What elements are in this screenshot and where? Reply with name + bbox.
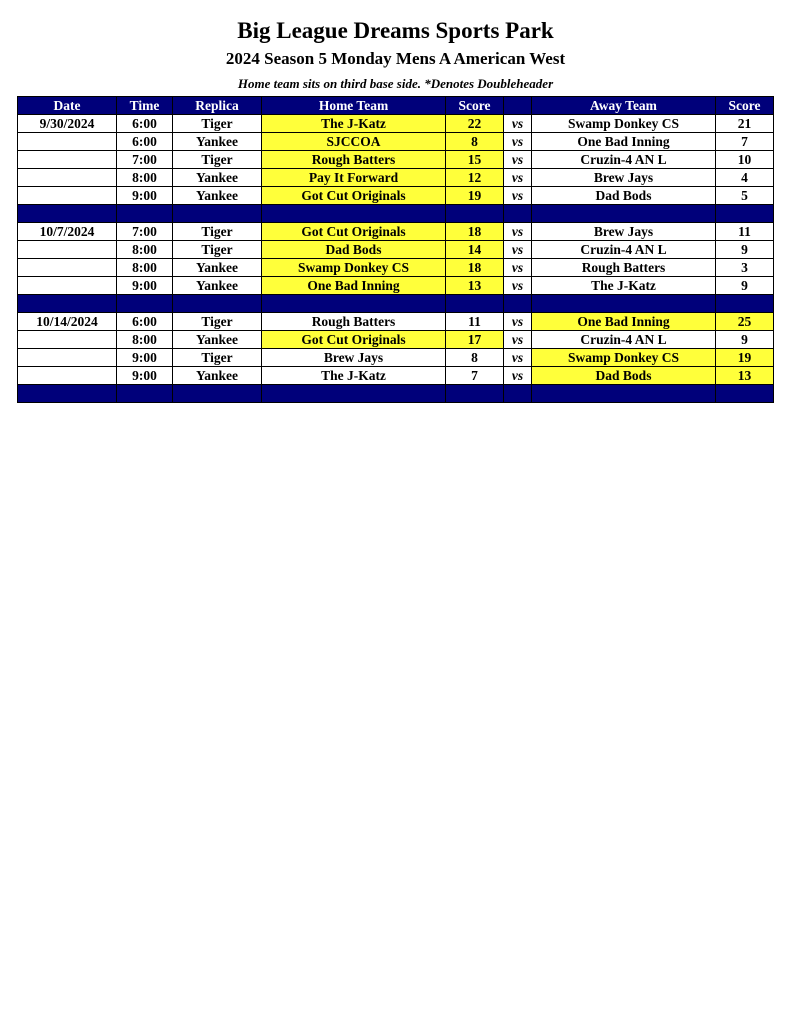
cell-date: 9/30/2024 <box>18 115 117 133</box>
cell-home-team: Got Cut Originals <box>262 223 446 241</box>
cell-away-team: Cruzin-4 AN L <box>532 241 716 259</box>
col-header-away-score: Score <box>716 97 774 115</box>
cell-away-team: Dad Bods <box>532 367 716 385</box>
cell-time: 6:00 <box>117 115 173 133</box>
cell-away-score: 9 <box>716 241 774 259</box>
game-row <box>18 313 774 331</box>
cell-date <box>18 259 117 277</box>
cell-date <box>18 331 117 349</box>
col-header-home-score: Score <box>446 97 504 115</box>
separator-cell <box>117 385 173 403</box>
cell-home-score: 8 <box>446 349 504 367</box>
separator-cell <box>117 205 173 223</box>
cell-vs: vs <box>504 151 532 169</box>
cell-home-score: 12 <box>446 169 504 187</box>
cell-home-score: 13 <box>446 277 504 295</box>
cell-home-score: 14 <box>446 241 504 259</box>
cell-away-team: Dad Bods <box>532 187 716 205</box>
cell-away-score: 11 <box>716 223 774 241</box>
cell-away-score: 9 <box>716 277 774 295</box>
cell-time: 6:00 <box>117 313 173 331</box>
cell-date <box>18 169 117 187</box>
cell-date <box>18 241 117 259</box>
game-row <box>18 223 774 241</box>
game-row <box>18 367 774 385</box>
cell-replica: Yankee <box>173 169 262 187</box>
cell-vs: vs <box>504 259 532 277</box>
cell-replica: Yankee <box>173 367 262 385</box>
separator-cell <box>446 385 504 403</box>
cell-time: 7:00 <box>117 223 173 241</box>
cell-away-team: Cruzin-4 AN L <box>532 331 716 349</box>
cell-replica: Tiger <box>173 223 262 241</box>
page-subtitle: 2024 Season 5 Monday Mens A American West <box>225 49 566 68</box>
col-header-replica: Replica <box>173 97 262 115</box>
cell-away-team: One Bad Inning <box>532 313 716 331</box>
cell-home-score: 18 <box>446 259 504 277</box>
schedule-body <box>18 115 774 403</box>
cell-home-team: Swamp Donkey CS <box>262 259 446 277</box>
cell-home-score: 18 <box>446 223 504 241</box>
week-separator-row <box>18 205 774 223</box>
cell-replica: Tiger <box>173 313 262 331</box>
cell-home-team: SJCCOA <box>262 133 446 151</box>
col-header-vs <box>504 97 532 115</box>
game-row <box>18 241 774 259</box>
separator-cell <box>18 385 117 403</box>
cell-home-team: Rough Batters <box>262 151 446 169</box>
separator-cell <box>18 295 117 313</box>
separator-cell <box>18 205 117 223</box>
cell-away-score: 10 <box>716 151 774 169</box>
cell-home-team: Got Cut Originals <box>262 331 446 349</box>
cell-replica: Yankee <box>173 259 262 277</box>
cell-away-score: 19 <box>716 349 774 367</box>
cell-home-score: 7 <box>446 367 504 385</box>
separator-cell <box>716 205 774 223</box>
cell-away-team: Brew Jays <box>532 169 716 187</box>
cell-home-score: 22 <box>446 115 504 133</box>
cell-date <box>18 187 117 205</box>
cell-home-team: Rough Batters <box>262 313 446 331</box>
cell-away-score: 5 <box>716 187 774 205</box>
game-row <box>18 259 774 277</box>
cell-vs: vs <box>504 313 532 331</box>
cell-time: 8:00 <box>117 259 173 277</box>
cell-home-score: 11 <box>446 313 504 331</box>
game-row <box>18 187 774 205</box>
cell-vs: vs <box>504 133 532 151</box>
cell-date: 10/7/2024 <box>18 223 117 241</box>
col-header-time: Time <box>117 97 173 115</box>
separator-cell <box>504 295 532 313</box>
separator-cell <box>716 385 774 403</box>
schedule-note: Home team sits on third base side. *Denotes Doubleheader <box>237 76 554 91</box>
cell-date: 10/14/2024 <box>18 313 117 331</box>
cell-time: 8:00 <box>117 241 173 259</box>
cell-away-score: 21 <box>716 115 774 133</box>
cell-replica: Tiger <box>173 349 262 367</box>
header-row <box>18 97 774 115</box>
separator-cell <box>716 295 774 313</box>
cell-replica: Tiger <box>173 151 262 169</box>
separator-cell <box>446 295 504 313</box>
cell-time: 9:00 <box>117 277 173 295</box>
cell-home-team: One Bad Inning <box>262 277 446 295</box>
game-row <box>18 349 774 367</box>
cell-vs: vs <box>504 187 532 205</box>
cell-replica: Yankee <box>173 277 262 295</box>
cell-away-score: 7 <box>716 133 774 151</box>
cell-home-score: 17 <box>446 331 504 349</box>
cell-time: 8:00 <box>117 169 173 187</box>
cell-date <box>18 349 117 367</box>
game-row <box>18 169 774 187</box>
cell-vs: vs <box>504 169 532 187</box>
cell-date <box>18 277 117 295</box>
separator-cell <box>173 385 262 403</box>
game-row <box>18 115 774 133</box>
cell-vs: vs <box>504 277 532 295</box>
cell-away-score: 13 <box>716 367 774 385</box>
cell-vs: vs <box>504 115 532 133</box>
game-row <box>18 277 774 295</box>
cell-date <box>18 133 117 151</box>
cell-home-team: The J-Katz <box>262 115 446 133</box>
col-header-away-team: Away Team <box>532 97 716 115</box>
cell-away-team: Swamp Donkey CS <box>532 349 716 367</box>
cell-time: 9:00 <box>117 187 173 205</box>
separator-cell <box>532 385 716 403</box>
cell-replica: Tiger <box>173 115 262 133</box>
cell-home-team: Brew Jays <box>262 349 446 367</box>
cell-vs: vs <box>504 331 532 349</box>
cell-away-team: Rough Batters <box>532 259 716 277</box>
week-separator-row <box>18 385 774 403</box>
cell-home-team: The J-Katz <box>262 367 446 385</box>
separator-cell <box>173 295 262 313</box>
schedule-table <box>17 96 774 403</box>
cell-time: 9:00 <box>117 349 173 367</box>
separator-cell <box>117 295 173 313</box>
cell-away-score: 25 <box>716 313 774 331</box>
cell-away-team: The J-Katz <box>532 277 716 295</box>
cell-replica: Tiger <box>173 241 262 259</box>
cell-replica: Yankee <box>173 331 262 349</box>
cell-home-team: Got Cut Originals <box>262 187 446 205</box>
separator-cell <box>262 295 446 313</box>
separator-cell <box>504 385 532 403</box>
cell-replica: Yankee <box>173 187 262 205</box>
separator-cell <box>173 205 262 223</box>
separator-cell <box>532 205 716 223</box>
cell-home-score: 15 <box>446 151 504 169</box>
cell-home-team: Dad Bods <box>262 241 446 259</box>
cell-vs: vs <box>504 367 532 385</box>
page-title: Big League Dreams Sports Park <box>237 18 554 43</box>
cell-home-score: 19 <box>446 187 504 205</box>
cell-home-team: Pay It Forward <box>262 169 446 187</box>
week-separator-row <box>18 295 774 313</box>
cell-away-team: Cruzin-4 AN L <box>532 151 716 169</box>
game-row <box>18 151 774 169</box>
cell-away-score: 9 <box>716 331 774 349</box>
cell-date <box>18 367 117 385</box>
cell-away-team: Swamp Donkey CS <box>532 115 716 133</box>
cell-time: 8:00 <box>117 331 173 349</box>
cell-time: 6:00 <box>117 133 173 151</box>
cell-away-score: 4 <box>716 169 774 187</box>
cell-vs: vs <box>504 241 532 259</box>
cell-time: 9:00 <box>117 367 173 385</box>
cell-vs: vs <box>504 223 532 241</box>
cell-home-score: 8 <box>446 133 504 151</box>
separator-cell <box>446 205 504 223</box>
separator-cell <box>262 205 446 223</box>
col-header-date: Date <box>18 97 117 115</box>
col-header-home-team: Home Team <box>262 97 446 115</box>
cell-vs: vs <box>504 349 532 367</box>
game-row <box>18 133 774 151</box>
cell-away-team: Brew Jays <box>532 223 716 241</box>
cell-replica: Yankee <box>173 133 262 151</box>
game-row <box>18 331 774 349</box>
cell-date <box>18 151 117 169</box>
cell-away-score: 3 <box>716 259 774 277</box>
cell-away-team: One Bad Inning <box>532 133 716 151</box>
cell-time: 7:00 <box>117 151 173 169</box>
separator-cell <box>262 385 446 403</box>
separator-cell <box>504 205 532 223</box>
separator-cell <box>532 295 716 313</box>
